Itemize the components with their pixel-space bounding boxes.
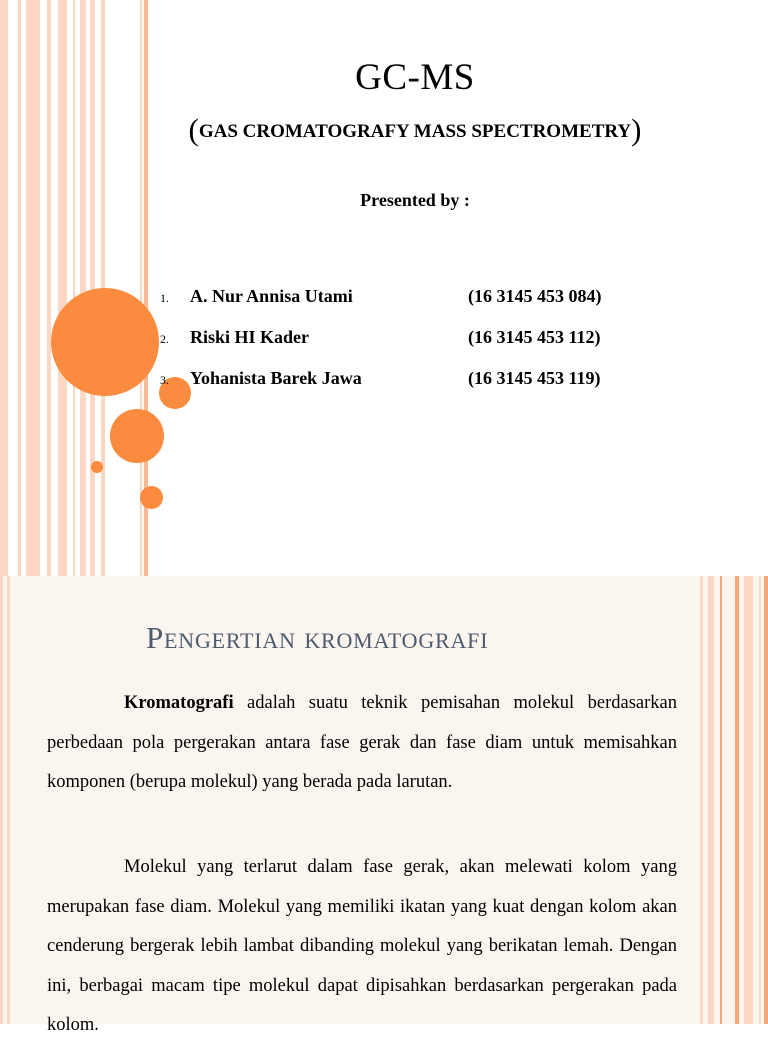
member-number: 2. [160,332,169,346]
decorative-circle-large [51,288,159,396]
presentation-subtitle [150,112,680,148]
member-row [160,286,660,312]
member-number: 1. [160,291,169,305]
member-id: (16 3145 453 112) [468,327,601,347]
decorative-stripe [764,576,768,1024]
definition-paragraph [47,684,677,803]
subtitle-open-paren: ( [188,112,199,147]
decorative-stripe [7,576,10,1024]
decorative-stripe [47,0,51,576]
member-number: 3. [160,373,169,387]
decorative-circle [140,486,163,509]
decorative-stripe [0,576,3,1024]
decorative-circle [91,461,103,473]
member-id: (16 3145 453 119) [468,368,601,388]
definition-term: Kromatografi [124,693,234,713]
decorative-stripe [73,0,75,576]
member-id: (16 3145 453 084) [468,286,602,306]
explanation-paragraph: Molekul yang terlarut dalam fase gerak, akan melewati kolom yang merupakan fase diam. Molekul yang memiliki ikatan yang kuat dengan kolom akan cenderung bergerak lebih lambat dibanding molekul yang berikatan lemah. Dengan ini, berbagai macam tipe molekul dapat dipisahkan berdasarkan pergerakan pada kolom. [47,857,677,1035]
member-name: Yohanista Barek Jawa [190,368,362,388]
presentation-title: GC-MS [355,57,475,98]
slide-title: Pengertian kromatografi [146,620,489,655]
decorative-stripe [735,576,739,1024]
decorative-stripe [708,576,714,1024]
decorative-stripe [18,0,21,576]
decorative-stripe [759,576,761,1024]
subtitle-text: GAS CROMATOGRAFY MASS SPECTROMETRY [198,121,632,142]
decorative-stripe [26,0,40,576]
decorative-stripe [744,576,753,1024]
decorative-stripe [0,0,8,576]
decorative-stripe [700,576,703,1024]
content-slide [0,576,768,1035]
definition-text: adalah suatu teknik pemisahan molekul berdasarkan perbedaan pola pergerakan antara fase gerak dan fase diam untuk memisahkan komponen (berupa molekul) yang berada pada larutan. [47,693,677,792]
member-row [160,368,660,394]
member-name: A. Nur Annisa Utami [190,286,353,306]
decorative-circle [110,409,164,463]
presented-by-label: Presented by : [360,190,470,210]
subtitle-close-paren: ) [631,112,642,147]
member-name: Riski HI Kader [190,327,310,347]
decorative-stripe [80,0,86,576]
decorative-stripe [720,576,722,1024]
decorative-stripe [58,0,67,576]
member-row [160,327,660,353]
